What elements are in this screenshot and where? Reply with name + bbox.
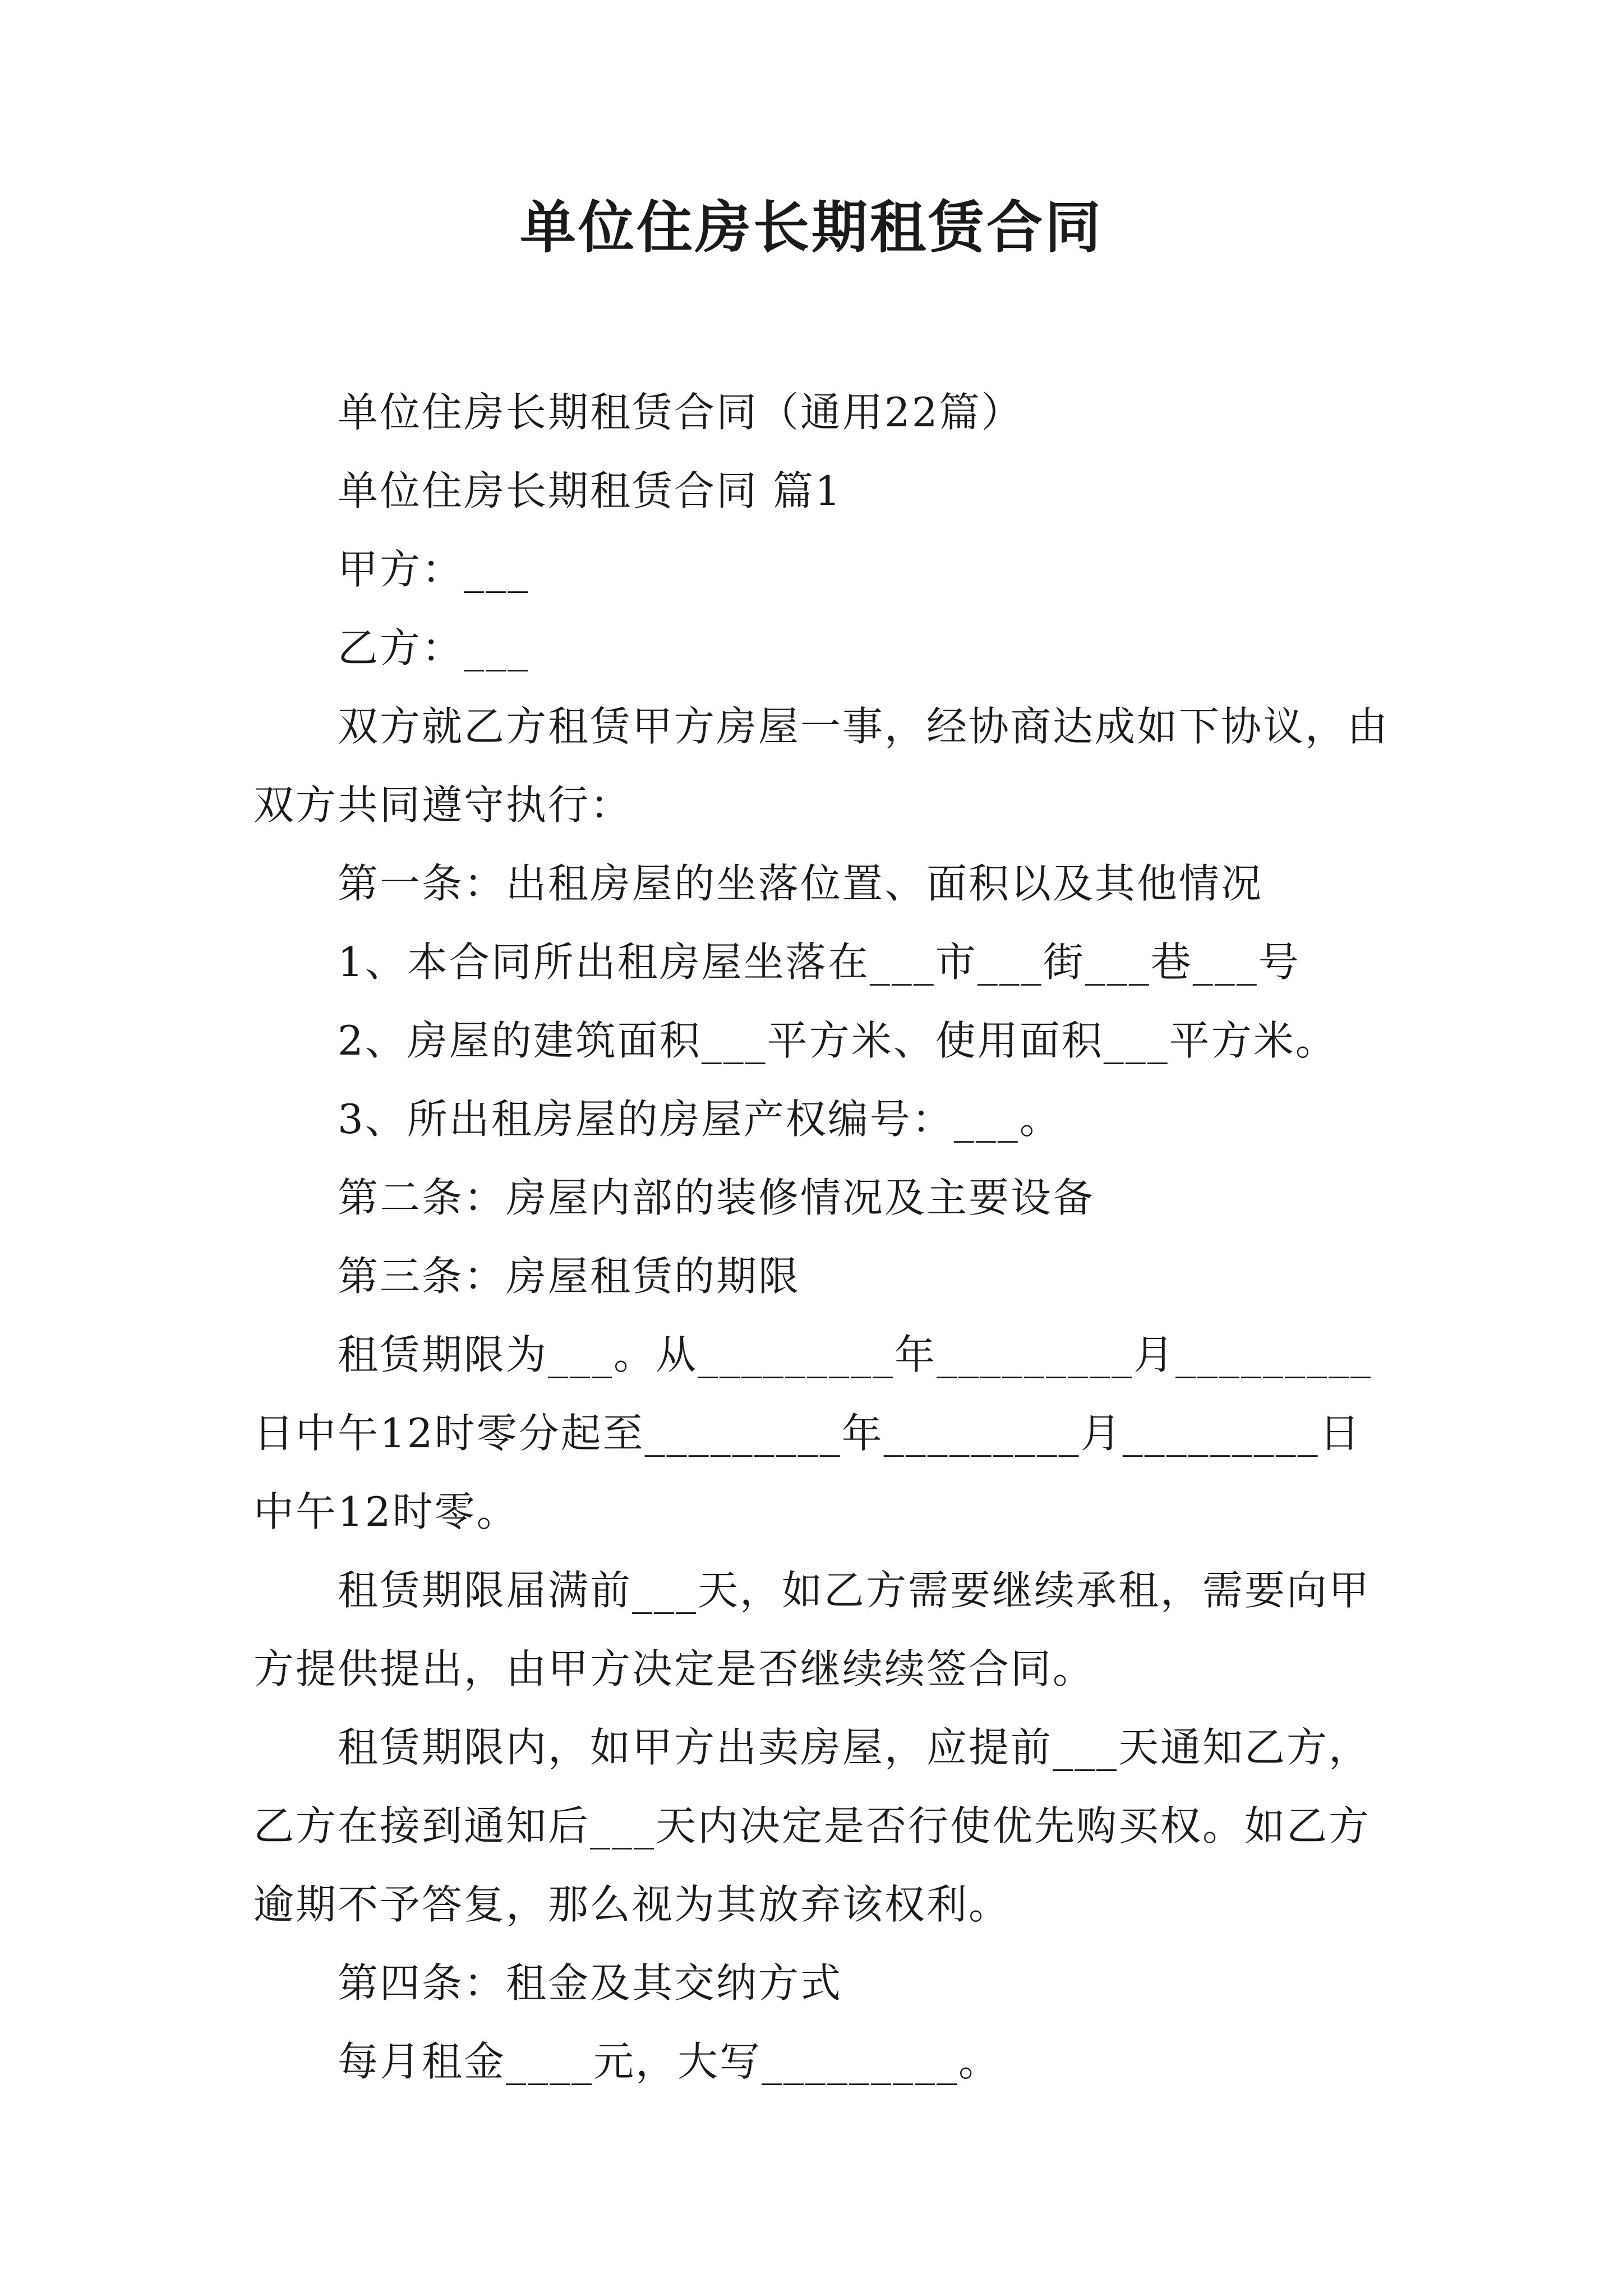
paragraph: 单位住房长期租赁合同 篇1 bbox=[338, 467, 842, 514]
paragraph: 每月租金____元，大写_________。 bbox=[338, 2038, 1001, 2085]
paragraph: 租赁期限届满前___天，如乙方需要继续承租，需要向甲方提供提出，由甲方决定是否继续续签合同。 bbox=[253, 1567, 1371, 1692]
paragraph: 单位住房长期租赁合同（通用22篇） bbox=[338, 389, 1023, 436]
paragraph: 2、房屋的建筑面积___平方米、使用面积___平方米。 bbox=[338, 1017, 1338, 1064]
document-body bbox=[253, 373, 1398, 2101]
paragraph: 第二条：房屋内部的装修情况及主要设备 bbox=[338, 1174, 1095, 1221]
document-title: 单位住房长期租赁合同 bbox=[520, 194, 1103, 260]
paragraph: 第一条：出租房屋的坐落位置、面积以及其他情况 bbox=[338, 860, 1264, 907]
paragraph: 乙方：___ bbox=[338, 624, 530, 671]
paragraph: 租赁期限内，如甲方出卖房屋，应提前___天通知乙方，乙方在接到通知后___天内决定是否行使优先购买权。如乙方逾期不予答复，那么视为其放弃该权利。 bbox=[253, 1724, 1371, 1928]
paragraph: 第四条：租金及其交纳方式 bbox=[338, 1959, 843, 2007]
paragraph: 租赁期限为___。从_________年_________月_________日中午12时零分起至_________年_________月_________日中午12时零。 bbox=[253, 1331, 1373, 1535]
paragraph: 3、所出租房屋的房屋产权编号：___。 bbox=[338, 1096, 1062, 1143]
paragraph: 甲方：___ bbox=[338, 546, 530, 593]
paragraph: 第三条：房屋租赁的期限 bbox=[338, 1253, 801, 1300]
paragraph: 双方就乙方租赁甲方房屋一事，经协商达成如下协议，由双方共同遵守执行： bbox=[253, 703, 1390, 829]
paragraph: 1、本合同所出租房屋坐落在___市___街___巷___号 bbox=[338, 938, 1301, 986]
